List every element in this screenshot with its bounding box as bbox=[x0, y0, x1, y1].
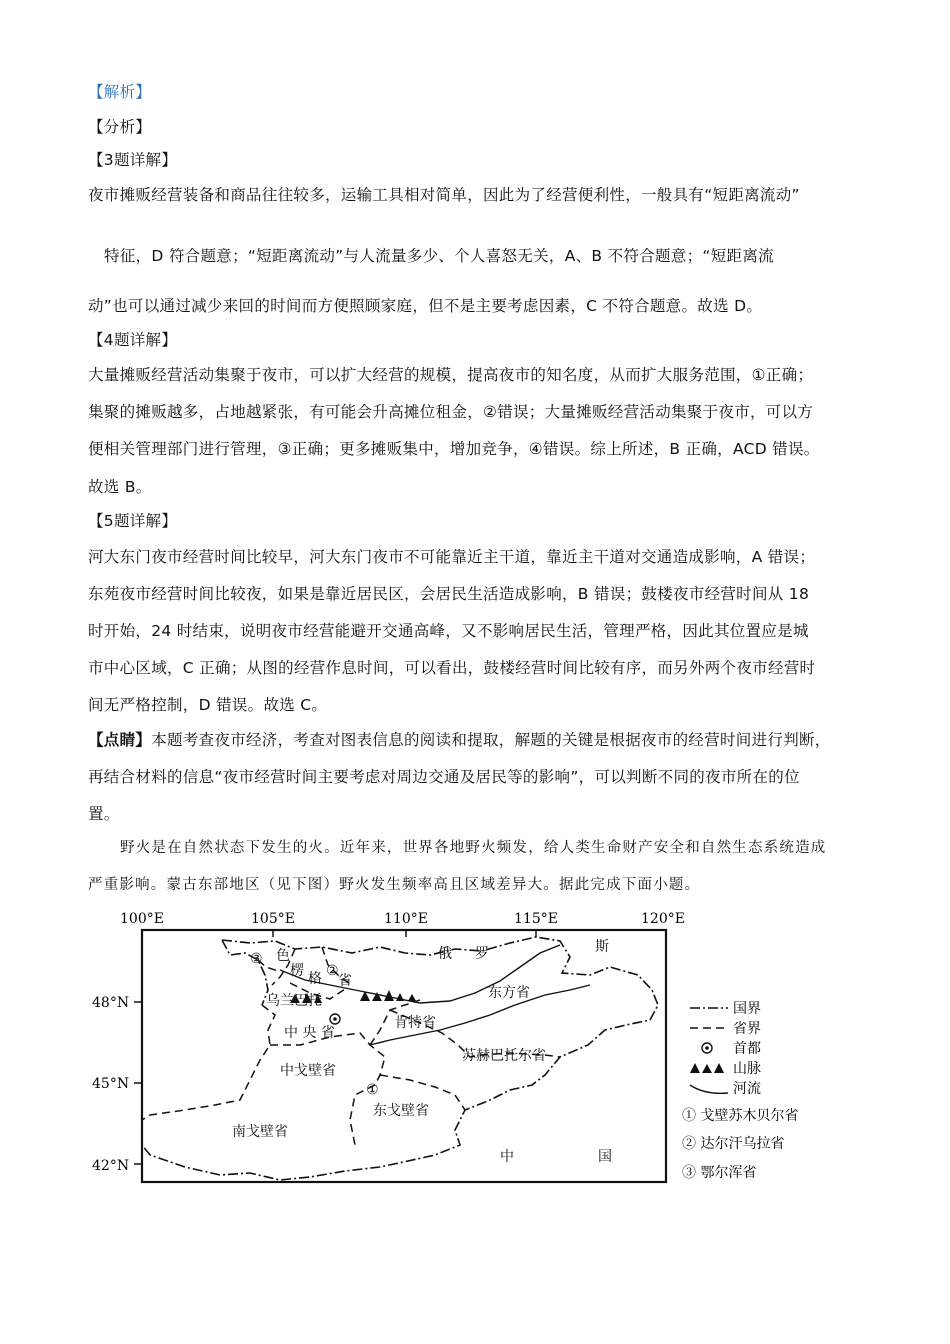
label-sukhbaatar: 苏赫巴托尔省 bbox=[462, 1048, 546, 1064]
label-selenge-4: 省 bbox=[338, 973, 352, 989]
latitude-labels bbox=[92, 995, 129, 1174]
q3-line-1: 夜市摊贩经营装备和商品往往较多，运输工具相对简单，因此为了经营便利性，一般具有“短距离流动” bbox=[88, 186, 800, 204]
q4-line-4: 故选 B。 bbox=[88, 478, 152, 496]
lat-45: 45°N bbox=[92, 1076, 130, 1092]
q3-line-3: 动”也可以通过减少来回的时间而方便照顾家庭，但不是主要考虑因素，C 不符合题意。故选 D。 bbox=[88, 297, 763, 315]
label-russia-2: 罗 bbox=[475, 946, 489, 962]
national-border-north bbox=[222, 940, 268, 1005]
q4-title: 【4题详解】 bbox=[88, 331, 178, 349]
label-dornogovi: 东戈壁省 bbox=[373, 1103, 429, 1119]
q5-line-5: 间无严格控制，D 错误。故选 C。 bbox=[88, 696, 328, 714]
label-china-2: 国 bbox=[598, 1149, 612, 1165]
label-omnogovi: 南戈壁省 bbox=[232, 1124, 288, 1140]
q3-line-2: 特征，D 符合题意；“短距离流动”与人流量多少、个人喜怒无关，A、B 不符合题意；“短距离流 bbox=[104, 247, 774, 265]
label-dornod: 东方省 bbox=[488, 985, 530, 1001]
q4-line-3: 便相关管理部门进行管理，③正确；更多摊贩集中，增加竞争，④错误。综上所述，B 正确，ACD 错误。 bbox=[88, 440, 820, 458]
comment-text-1: 本题考查夜市经济，考查对图表信息的阅读和提取，解题的关键是根据夜市的经营时间进行判断， bbox=[151, 731, 831, 749]
national-border bbox=[142, 937, 658, 1180]
label-china-1: 中 bbox=[500, 1149, 514, 1165]
label-num-3: ③ bbox=[250, 951, 263, 967]
comment-line-1 bbox=[88, 728, 831, 750]
analysis-tag: 【解析】 bbox=[88, 83, 152, 101]
legend-capital-symbol bbox=[702, 1043, 712, 1053]
map-legend bbox=[682, 1001, 798, 1181]
q5-line-4: 市中心区域，C 正确；从图的经营作息时间，可以看出，鼓楼经营时间比较有序，而另外两个夜市经营时 bbox=[88, 659, 816, 677]
label-num-1: ① bbox=[366, 1082, 379, 1098]
lat-ticks bbox=[134, 1002, 142, 1164]
q3-title: 【3题详解】 bbox=[88, 151, 178, 169]
q5-line-1: 河大东门夜市经营时间比较早，河大东门夜市不可能靠近主干道，靠近主干道对交通造成影响，A 错误； bbox=[88, 548, 816, 566]
legend-national-border: 国界 bbox=[733, 1001, 761, 1017]
label-selenge-2: 楞 bbox=[290, 963, 304, 979]
comment-tag: 【点睛】 bbox=[88, 731, 152, 749]
intro-line-2: 严重影响。蒙古东部地区（见下图）野火发生频率高且区域差异大。据此完成下面小题。 bbox=[88, 877, 701, 893]
capital-ulaanbaatar bbox=[330, 1014, 340, 1024]
mongolia-map bbox=[90, 905, 850, 1195]
legend-note-3: ③ 鄂尔浑省 bbox=[682, 1165, 757, 1181]
fenxi-tag: 【分析】 bbox=[88, 118, 152, 136]
legend-river: 河流 bbox=[733, 1081, 761, 1097]
label-russia-1: 俄 bbox=[438, 946, 452, 962]
label-selenge-1: 色 bbox=[276, 948, 290, 964]
lon-100: 100°E bbox=[120, 911, 164, 927]
legend-river-symbol bbox=[690, 1085, 728, 1093]
q5-line-2: 东苑夜市经营时间比较夜，如果是靠近居民区，会居民生活造成影响，B 错误；鼓楼夜市经营时间从 18 bbox=[88, 585, 810, 603]
q4-line-2: 集聚的摊贩越多，占地越紧张，有可能会升高摊位租金，②错误；大量摊贩经营活动集聚于夜市，可以方 bbox=[88, 403, 814, 421]
label-central: 中 央 省 bbox=[284, 1025, 335, 1041]
lon-105: 105°E bbox=[251, 911, 295, 927]
lat-48: 48°N bbox=[92, 995, 130, 1011]
intro-line-1: 野火是在自然状态下发生的火。近年来，世界各地野火频发，给人类生命财产安全和自然生态系统造成 bbox=[120, 840, 827, 856]
lon-120: 120°E bbox=[641, 911, 685, 927]
label-selenge-3: 格 bbox=[308, 971, 322, 987]
label-num-2: ② bbox=[326, 963, 339, 979]
lon-115: 115°E bbox=[514, 911, 558, 927]
comment-line-3: 置。 bbox=[88, 805, 120, 823]
legend-province-border: 省界 bbox=[733, 1021, 761, 1037]
q5-line-3: 时开始，24 时结束，说明夜市经营能避开交通高峰，又不影响居民生活，管理严格，因此其位置应是城 bbox=[88, 622, 809, 640]
lat-42: 42°N bbox=[92, 1158, 130, 1174]
label-ulaanbaatar: 乌兰巴托 bbox=[266, 993, 322, 1009]
q5-title: 【5题详解】 bbox=[88, 512, 178, 530]
map-frame bbox=[142, 930, 666, 1182]
label-russia-3: 斯 bbox=[595, 939, 609, 955]
lon-110: 110°E bbox=[384, 911, 428, 927]
label-khentii: 肯特省 bbox=[394, 1015, 436, 1031]
comment-line-2: 再结合材料的信息“夜市经营时间主要考虑对周边交通及居民等的影响”，可以判断不同的夜市所在的位 bbox=[88, 768, 800, 786]
longitude-labels bbox=[120, 911, 685, 927]
legend-mountain-symbol bbox=[690, 1063, 724, 1073]
label-dundgovi: 中戈壁省 bbox=[280, 1063, 336, 1079]
legend-capital: 首都 bbox=[733, 1041, 761, 1057]
q4-line-1: 大量摊贩经营活动集聚于夜市，可以扩大经营的规模，提高夜市的知名度，从而扩大服务范围，①正确； bbox=[88, 366, 814, 384]
legend-note-2: ② 达尔汗乌拉省 bbox=[682, 1136, 785, 1152]
legend-note-1: ① 戈壁苏木贝尔省 bbox=[682, 1108, 799, 1124]
legend-mountain: 山脉 bbox=[733, 1061, 761, 1077]
